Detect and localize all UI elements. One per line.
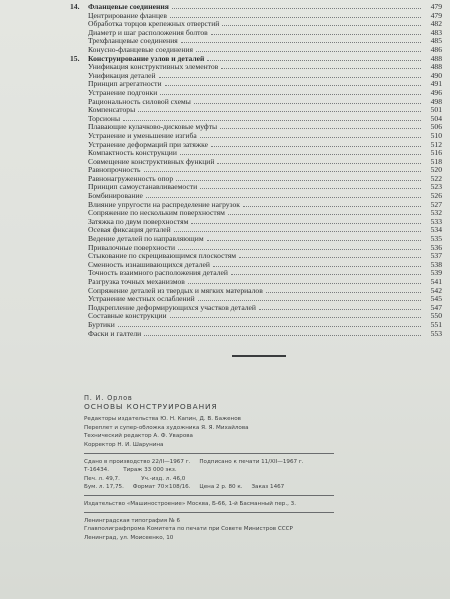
corrector-line: Корректор Н. И. Шарунина	[84, 441, 164, 448]
toc-entry-row	[70, 157, 442, 166]
toc-entry-title: Унификация деталей	[88, 70, 156, 80]
dot-leader	[231, 268, 421, 275]
toc-entry-row	[70, 208, 442, 217]
dot-leader	[170, 11, 421, 18]
toc-chapter-row	[70, 2, 442, 11]
toc-entry-row	[70, 97, 442, 106]
toc-page-number: 501	[430, 105, 442, 115]
toc-entry-row	[70, 19, 442, 28]
toc-entry-row	[70, 234, 442, 243]
printed-sheets: Печ. л. 49,7.	[84, 475, 120, 482]
dot-leader	[243, 200, 421, 207]
dot-leader	[220, 122, 421, 129]
dot-leader	[174, 225, 421, 232]
toc-entry-title: Ведение деталей по направляющим	[88, 234, 204, 244]
dot-leader	[221, 62, 421, 69]
toc-page-number: 533	[430, 216, 442, 226]
toc-entry-row	[70, 251, 442, 260]
toc-entry-row	[70, 277, 442, 286]
toc-entry-row	[70, 36, 442, 45]
toc-entry-title: Осевая фиксация деталей	[88, 225, 171, 235]
toc-entry-row	[70, 311, 442, 320]
toc-entry-row	[70, 174, 442, 183]
toc-entry-row	[70, 28, 442, 37]
order-number: Заказ 1467	[251, 484, 285, 491]
toc-page-number: 541	[430, 277, 442, 286]
toc-entry-title: Стыкование по скрещивающимся плоскостям	[88, 251, 237, 261]
toc-entry-row	[70, 286, 442, 295]
toc-page-number: 520	[430, 165, 442, 175]
toc-page-number: 506	[430, 122, 442, 132]
dot-leader	[207, 234, 421, 241]
print-stats-row-2	[84, 475, 384, 484]
dot-leader	[178, 243, 421, 250]
dot-leader	[239, 251, 421, 258]
tech-editor-line: Технический редактор А. Ф. Уварова	[84, 433, 193, 440]
printer-line-2: Главполиграфпрома Комитета по печати при Совете Министров СССР	[84, 526, 293, 533]
production-date: Сдано в производство 22/II—1967 г.	[84, 458, 191, 465]
dot-leader	[211, 28, 421, 35]
toc-entry-title: Устранение деформаций при затяжке	[88, 139, 209, 149]
print-code: Т-16434.	[84, 467, 110, 474]
toc-entry-title: Бомбинирование	[88, 191, 143, 201]
toc-entry-title: Конструирование узлов и деталей	[88, 53, 205, 63]
toc-page-number: 510	[430, 130, 442, 140]
dot-leader	[181, 36, 421, 43]
toc-page-number: 539	[430, 268, 442, 278]
print-stats-row-3	[84, 483, 384, 492]
author-name: П. И. Орлов	[84, 394, 133, 402]
toc-entry-title: Сопряжение по нескольким поверхностям	[88, 208, 225, 218]
dot-leader	[159, 71, 421, 78]
book-title: ОСНОВЫ КОНСТРУИРОВАНИЯ	[84, 401, 218, 411]
toc-page-number: 488	[430, 53, 442, 63]
toc-entry-row	[70, 225, 442, 234]
toc-entry-title: Обработка торцов крепежных отверстий	[88, 19, 220, 29]
toc-entry-title: Компактность конструкции	[88, 148, 177, 158]
paper-sheets: Бум. л. 17,75.	[84, 484, 124, 491]
toc-entry-title: Сопряжение деталей из твердых и мягких материалов	[88, 285, 263, 295]
toc-entry-title: Компенсаторы	[88, 105, 136, 115]
section-divider	[232, 355, 286, 357]
dot-leader	[123, 114, 421, 121]
colophon-divider-2	[84, 495, 334, 496]
toc-entry-row	[70, 148, 442, 157]
toc-entry-row	[70, 62, 442, 71]
toc-page-number: 504	[430, 113, 442, 123]
toc-entry-title: Устранение местных ослаблений	[88, 294, 195, 304]
print-stats-row-1	[84, 466, 384, 475]
toc-page-number: 479	[430, 2, 442, 11]
toc-entry-row	[70, 329, 442, 338]
toc-entry-row	[70, 105, 442, 114]
toc-page-number: 526	[430, 191, 442, 201]
toc-entry-row	[70, 79, 442, 88]
toc-entry-title: Фаски и галтели	[88, 328, 142, 338]
toc-page-number: 516	[430, 148, 442, 158]
chapter-number: 14.	[70, 2, 80, 11]
toc-entry-row	[70, 114, 442, 123]
toc-entry-row	[70, 131, 442, 140]
dot-leader	[207, 54, 421, 61]
toc-entry-row	[70, 200, 442, 209]
toc-entry-title: Равнонагруженность опор	[88, 173, 174, 183]
dot-leader	[170, 311, 421, 318]
dot-leader	[194, 97, 421, 104]
toc-entry-title: Разгрузка точных механизмов	[88, 277, 185, 286]
production-line	[84, 458, 384, 467]
toc-entry-title: Центрирование фланцев	[88, 10, 168, 20]
toc-entry-row	[70, 303, 442, 312]
table-of-contents	[70, 2, 442, 337]
dot-leader	[200, 131, 421, 138]
toc-entry-title: Точность взаимного расположения деталей	[88, 268, 228, 278]
toc-page-number: 482	[430, 19, 442, 29]
toc-entry-title: Привалочные поверхности	[88, 242, 176, 252]
toc-page-number: 547	[430, 302, 442, 312]
toc-page-number: 551	[430, 319, 442, 329]
toc-entry-title: Равнопрочность	[88, 165, 141, 175]
toc-page-number: 483	[430, 27, 442, 37]
dot-leader	[144, 165, 421, 172]
toc-page-number: 553	[430, 328, 442, 338]
dot-leader	[259, 303, 421, 310]
dot-leader	[213, 260, 421, 267]
dot-leader	[118, 320, 421, 327]
toc-entry-title: Унификация конструктивных элементов	[88, 62, 219, 72]
toc-page-number: 535	[430, 234, 442, 244]
toc-entry-row	[70, 217, 442, 226]
toc-entry-title: Устранение и уменьшение изгиба	[88, 130, 197, 140]
toc-entry-row	[70, 182, 442, 191]
toc-entry-title: Плавающие кулачково-дисковые муфты	[88, 122, 218, 132]
editors-line: Редакторы издательства Ю. Н. Капин, Д. В. Баженов	[84, 416, 241, 423]
dot-leader	[191, 217, 421, 224]
colophon-divider-3	[84, 512, 334, 513]
toc-entry-title: Принцип самоустанавливаемости	[88, 182, 198, 192]
colophon	[84, 394, 384, 542]
toc-entry-row	[70, 268, 442, 277]
dot-leader	[180, 148, 421, 155]
printer-line-3: Ленинград, ул. Моисеенко, 10	[84, 534, 174, 541]
toc-page-number: 545	[430, 294, 442, 304]
dot-leader	[266, 286, 421, 293]
chapter-number: 15.	[70, 53, 80, 63]
toc-page-number: 491	[430, 79, 442, 89]
toc-entry-row	[70, 260, 442, 269]
printer-line-1: Ленинградская типография № 6	[84, 517, 181, 524]
publisher-sheets: Уч.-изд. л. 46,0	[141, 475, 186, 482]
toc-page-number: 490	[430, 70, 442, 80]
toc-entry-row	[70, 88, 442, 97]
toc-entry-title: Затяжка по двум поверхностям	[88, 216, 189, 226]
toc-page-number: 527	[430, 199, 442, 209]
toc-entry-row	[70, 191, 442, 200]
toc-page-number: 522	[430, 173, 442, 183]
toc-entry-row	[70, 165, 442, 174]
dot-leader	[217, 157, 421, 164]
toc-page-number: 537	[430, 251, 442, 261]
dot-leader	[188, 277, 421, 284]
toc-entry-title: Фланцевые соединения	[88, 2, 169, 11]
toc-entry-row	[70, 294, 442, 303]
toc-page-number: 485	[430, 36, 442, 46]
toc-entry-title: Конусно-фланцевые соединения	[88, 44, 193, 54]
toc-entry-row	[70, 140, 442, 149]
toc-entry-row	[70, 45, 442, 54]
toc-page-number: 486	[430, 44, 442, 54]
dot-leader	[200, 182, 421, 189]
toc-page-number: 550	[430, 311, 442, 321]
toc-entry-row	[70, 71, 442, 80]
price: Цена 2 р. 80 к.	[199, 484, 243, 491]
print-run: Тираж 33 000 экз.	[123, 467, 177, 474]
toc-entry-title: Диаметр и шаг расположения болтов	[88, 27, 208, 37]
toc-entry-title: Влияние упругости на распределение нагрузок	[88, 199, 241, 209]
toc-entry-title: Торсионы	[88, 113, 121, 123]
toc-page-number: 542	[430, 285, 442, 295]
dot-leader	[222, 19, 421, 26]
toc-page-number: 538	[430, 259, 442, 269]
toc-page-number: 498	[430, 96, 442, 106]
toc-entry-title: Буртики	[88, 319, 115, 329]
toc-page-number: 479	[430, 10, 442, 20]
colophon-divider	[84, 453, 334, 454]
toc-entry-title: Подкрепление деформирующихся участков деталей	[88, 302, 256, 312]
toc-page-number: 518	[430, 156, 442, 166]
toc-entry-title: Сменность изнашивающихся деталей	[88, 259, 210, 269]
signing-date: Подписано к печати 11/XII—1967 г.	[199, 458, 304, 465]
dot-leader	[138, 105, 421, 112]
toc-chapter-row	[70, 54, 442, 63]
dot-leader	[165, 79, 421, 86]
toc-page-number: 523	[430, 182, 442, 192]
publisher-line: Издательство «Машиностроение» Москва, Б-66, 1-й Басманный пер., 3.	[84, 500, 297, 507]
toc-entry-title: Устранение подгонки	[88, 87, 158, 97]
toc-entry-title: Совмещение конструктивных функций	[88, 156, 215, 166]
toc-entry-row	[70, 122, 442, 131]
dot-leader	[160, 88, 421, 95]
page-format: Формат 70×108/16.	[132, 484, 191, 491]
cover-artist-line: Переплет и супер-обложка художника Я. Я. Михайлова	[84, 424, 249, 431]
toc-page-number: 488	[430, 62, 442, 72]
toc-entry-title: Составные конструкции	[88, 311, 167, 321]
toc-page-number: 532	[430, 208, 442, 218]
toc-entry-title: Рациональность силовой схемы	[88, 96, 191, 106]
dot-leader	[196, 45, 421, 52]
toc-page-number: 512	[430, 139, 442, 149]
dot-leader	[211, 140, 421, 147]
toc-entry-row	[70, 11, 442, 20]
toc-page-number: 534	[430, 225, 442, 235]
dot-leader	[172, 2, 421, 9]
toc-entry-title: Трехфланцевые соединения	[88, 36, 178, 46]
toc-entry-row	[70, 320, 442, 329]
toc-page-number: 536	[430, 242, 442, 252]
toc-entry-title: Принцип агрегатности	[88, 79, 162, 89]
dot-leader	[146, 191, 421, 198]
dot-leader	[176, 174, 421, 181]
dot-leader	[228, 208, 421, 215]
toc-entry-row	[70, 243, 442, 252]
dot-leader	[144, 329, 421, 336]
dot-leader	[198, 294, 421, 301]
toc-page-number: 496	[430, 87, 442, 97]
